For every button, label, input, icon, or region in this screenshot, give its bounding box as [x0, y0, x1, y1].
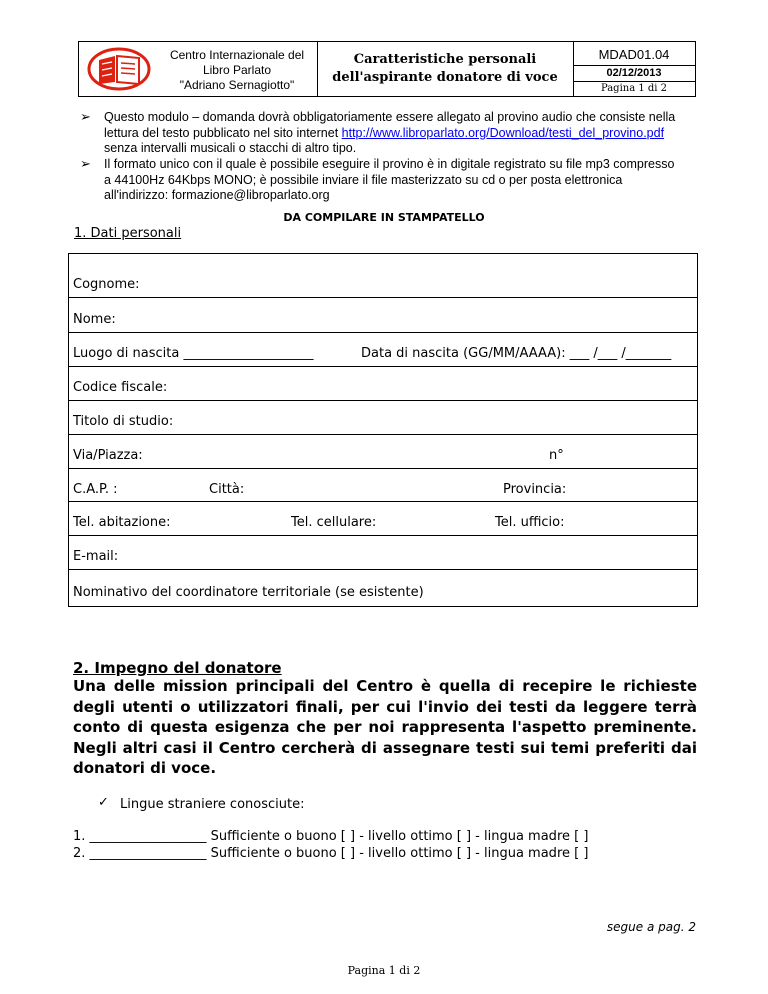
bullet-1-line-3: senza intervalli musicali o stacchi di altro tipo. — [104, 141, 357, 155]
bullet-1-line-2 — [104, 126, 702, 142]
row-telefoni[interactable] — [69, 502, 697, 536]
cap-label: C.A.P. : — [73, 482, 118, 497]
org-line-1: Centro Internazionale del — [169, 48, 305, 62]
section-1-title: 1. Dati personali — [74, 226, 182, 241]
doc-date: 02/12/2013 — [573, 66, 695, 82]
coordinatore-label: Nominativo del coordinatore territoriale (se esistente) — [73, 585, 424, 600]
section-2-body: Una delle mission principali del Centro è quella di recepire le richieste degli utenti o utilizzatori finali, per cui l'invio dei testi da leggere terrà conto di questa esigenza che per noi rappresenta l'aspetto preminente. Negli altri casi il Centro cercherà di assegnare testi sui temi preferiti dai donatori di voce. — [73, 677, 697, 777]
page-footer: Pagina 1 di 2 — [347, 964, 421, 977]
row-nome[interactable] — [69, 298, 697, 333]
bullet-1-line-1: Questo modulo – domanda dovrà obbligatoriamente essere allegato al provino audio che consiste nella — [104, 110, 676, 124]
tel-abitazione-label: Tel. abitazione: — [73, 515, 171, 530]
title-line-1: Caratteristiche personali — [353, 52, 537, 67]
document-header — [78, 41, 696, 97]
data-nascita-label: Data di nascita (GG/MM/AAAA): ___ /___ /_______ — [361, 346, 672, 361]
org-name — [161, 48, 313, 93]
languages-label: Lingue straniere conosciute: — [120, 797, 305, 812]
doc-info-cell — [573, 42, 695, 96]
row-coordinatore[interactable] — [69, 570, 697, 606]
row-titolo-studio[interactable] — [69, 401, 697, 435]
org-cell — [79, 42, 318, 96]
compile-note: DA COMPILARE IN STAMPATELLO — [283, 211, 485, 224]
document-title — [317, 42, 574, 96]
row-email[interactable] — [69, 536, 697, 570]
title-line-2: dell'aspirante donatore di voce — [332, 70, 558, 85]
header-page-label: Pagina 1 di 2 — [600, 83, 668, 94]
row-cap-citta[interactable] — [69, 469, 697, 502]
arrow-bullet-icon: ➢ — [80, 157, 91, 172]
nome-label: Nome: — [73, 312, 116, 327]
bullet-1 — [104, 110, 702, 157]
codice-fiscale-label: Codice fiscale: — [73, 380, 168, 395]
book-logo-icon — [85, 46, 153, 92]
org-line-2: Libro Parlato — [202, 63, 272, 77]
row-indirizzo[interactable] — [69, 435, 697, 469]
cognome-label: Cognome: — [73, 277, 140, 292]
bullet-2-line-2: a 44100Hz 64Kbps MONO; è possibile inviare il file masterizzato su cd o per posta elettronica — [104, 172, 623, 187]
provincia-label: Provincia: — [503, 482, 567, 497]
luogo-nascita-label: Luogo di nascita ____________________ — [73, 346, 314, 361]
via-label: Via/Piazza: — [73, 448, 143, 463]
row-nascita[interactable] — [69, 333, 697, 367]
section-2-title: 2. Impegno del donatore — [73, 659, 282, 677]
titolo-studio-label: Titolo di studio: — [73, 414, 174, 429]
provino-link[interactable]: http://www.libroparlato.org/Download/testi_del_provino.pdf — [341, 125, 665, 140]
bullet-1-prefix: lettura del testo pubblicato nel sito internet — [104, 125, 342, 140]
email-label: E-mail: — [73, 549, 119, 564]
language-line-1[interactable]: 1. __________________ Sufficiente o buono [ ] - livello ottimo [ ] - lingua madre [ ] — [73, 829, 589, 844]
bullet-2-line-3: all'indirizzo: formazione@libroparlato.org — [104, 188, 330, 202]
doc-code: MDAD01.04 — [573, 44, 695, 66]
continue-note: segue a pag. 2 — [606, 920, 696, 934]
org-line-3: "Adriano Sernagiotto" — [179, 78, 295, 92]
bullet-2-line-1: Il formato unico con il quale è possibile eseguire il provino è in digitale registrato su file mp3 compresso — [104, 157, 675, 171]
row-cognome[interactable] — [69, 254, 697, 298]
tel-cellulare-label: Tel. cellulare: — [291, 515, 377, 530]
bullet-2 — [104, 157, 702, 204]
language-line-2[interactable]: 2. __________________ Sufficiente o buono [ ] - livello ottimo [ ] - lingua madre [ ] — [73, 846, 589, 861]
row-codice-fiscale[interactable] — [69, 367, 697, 401]
numero-label: n° — [549, 448, 564, 463]
personal-data-form — [68, 253, 698, 607]
citta-label: Città: — [209, 482, 245, 497]
tel-ufficio-label: Tel. ufficio: — [495, 515, 565, 530]
arrow-bullet-icon: ➢ — [80, 110, 91, 125]
checkmark-icon: ✓ — [98, 795, 109, 810]
